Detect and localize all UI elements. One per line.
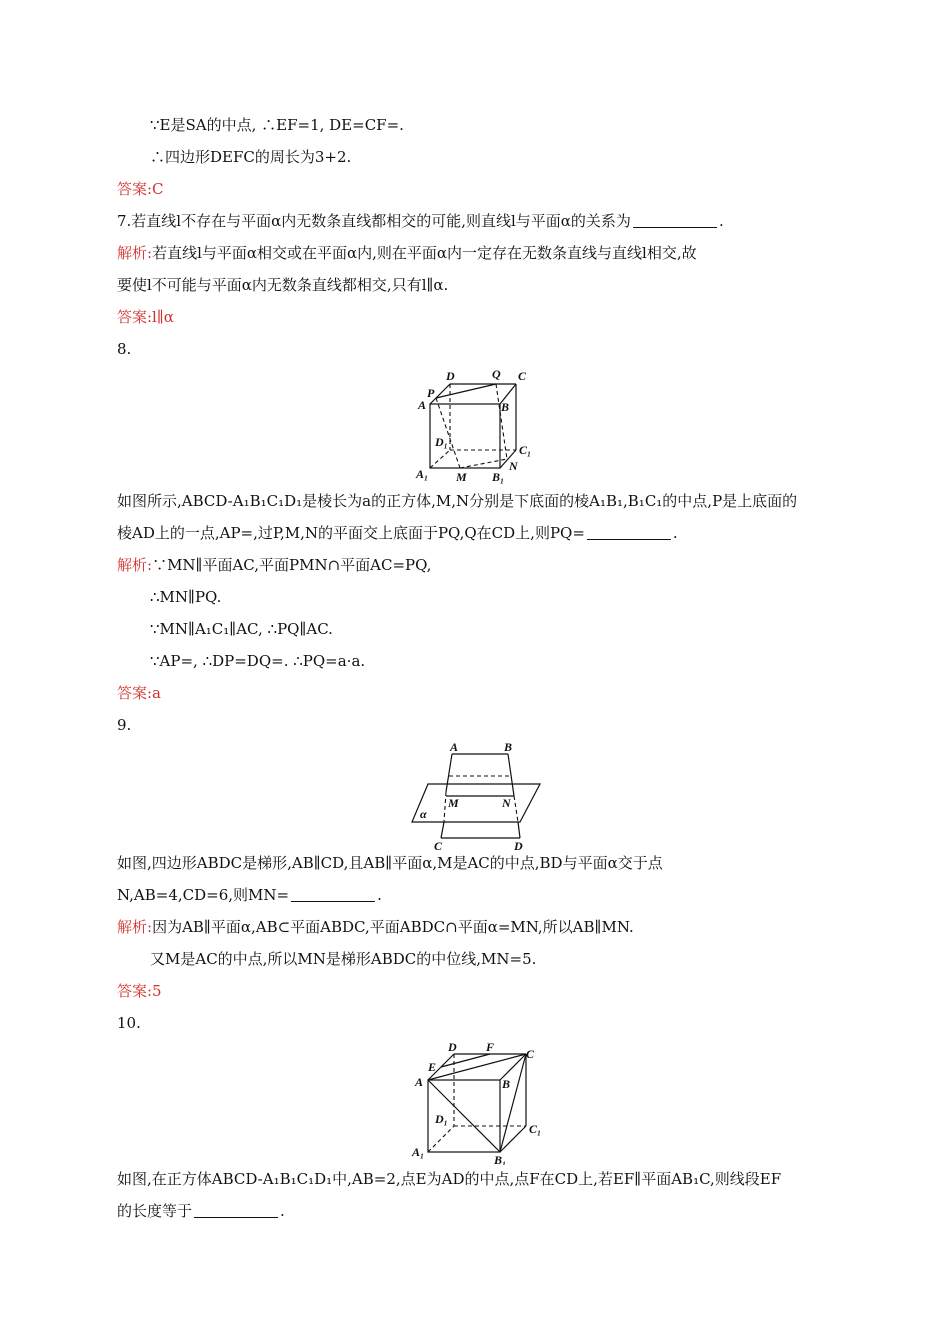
q8-cube-figure — [408, 366, 548, 484]
q9-label-alpha: α — [420, 807, 427, 821]
q8-analysis-3: ∵MN∥A₁C₁∥AC, ∴PQ∥AC. — [150, 620, 333, 638]
q8-label-B1: B₁ — [492, 470, 505, 484]
q9-label-M: M — [448, 796, 459, 810]
q7-analysis-text-1: 若直线l与平面α相交或在平面α内,则在平面α内一定存在无数条直线与直线l相交,故 — [152, 244, 697, 262]
q7-answer-blank — [633, 213, 717, 228]
q7-question-text: 7.若直线l不存在与平面α内无数条直线都相交的可能,则直线l与平面α的关系为 — [117, 212, 631, 230]
q8-label-N: N — [509, 459, 518, 473]
q10-question-1: 如图,在正方体ABCD-A₁B₁C₁D₁中,AB=2,点E为AD的中点,点F在CD上,若EF∥平面AB₁C,则线段EF — [117, 1170, 782, 1188]
q9-analysis-1 — [117, 916, 832, 938]
q7-analysis-1 — [117, 242, 832, 264]
q10-label-A1: A₁ — [412, 1145, 425, 1159]
q10-label-A: A — [415, 1075, 424, 1089]
q8-label-M: M — [456, 470, 467, 484]
q9-analysis-2: 又M是AC的中点,所以MN是梯形ABDC的中位线,MN=5. — [150, 950, 537, 968]
q10-label-C: C — [526, 1047, 535, 1061]
q9-analysis-text-1: 因为AB∥平面α,AB⊂平面ABDC,平面ABDC∩平面α=MN,所以AB∥MN. — [152, 918, 634, 936]
q10-number: 10. — [117, 1014, 141, 1032]
p6-line-1: ∵E是SA的中点, ∴EF=1, DE=CF=. — [150, 116, 404, 134]
q10-label-C1: C₁ — [529, 1122, 542, 1136]
q8-analysis-label: 解析: — [117, 556, 153, 574]
q8-number: 8. — [117, 340, 132, 358]
q9-answer: 答案:5 — [117, 982, 162, 1000]
q10-label-F: F — [486, 1040, 495, 1054]
q8-label-C1: C₁ — [519, 443, 532, 457]
q9-trapezoid-figure — [408, 740, 543, 855]
q7-answer: 答案:l∥α — [117, 308, 174, 326]
q9-label-D: D — [514, 839, 523, 853]
q9-question-2-text: N,AB=4,CD=6,则MN= — [117, 886, 290, 904]
q10-label-B: B — [502, 1077, 511, 1091]
q8-label-D: D — [446, 369, 455, 383]
q8-answer: 答案:a — [117, 684, 161, 702]
q7-analysis-2: 要使l不可能与平面α内无数条直线都相交,只有l∥α. — [117, 276, 449, 294]
q8-label-P: P — [427, 386, 435, 400]
q8-analysis-4: ∵AP=, ∴DP=DQ=. ∴PQ=a·a. — [150, 652, 366, 670]
q9-label-B: B — [504, 740, 513, 754]
q9-question-2 — [117, 884, 832, 906]
q8-question-1: 如图所示,ABCD-A₁B₁C₁D₁是棱长为a的正方体,M,N分别是下底面的棱A₁B₁,B₁C₁的中点,P是上底面的 — [117, 492, 798, 510]
q9-label-A: A — [450, 740, 459, 754]
q8-question-2 — [117, 522, 832, 544]
q10-label-E: E — [428, 1060, 437, 1074]
q7-question — [117, 210, 832, 232]
q9-label-N: N — [502, 796, 511, 810]
p6-answer: 答案:C — [117, 180, 164, 198]
q8-label-C: C — [518, 369, 527, 383]
q10-question-2 — [117, 1200, 832, 1222]
q8-question-2-text: 棱AD上的一点,AP=,过P,M,N的平面交上底面于PQ,Q在CD上,则PQ= — [117, 524, 585, 542]
q9-answer-blank — [291, 887, 375, 902]
q9-question-2-end: . — [377, 886, 382, 904]
p6-line-2: ∴四边形DEFC的周长为3+2. — [150, 148, 352, 166]
q10-label-B1: B₁ — [494, 1153, 507, 1165]
q9-label-C: C — [434, 839, 443, 853]
q8-label-D1: D₁ — [435, 435, 448, 449]
q8-analysis-2: ∴MN∥PQ. — [150, 588, 222, 606]
q10-cube-figure — [408, 1040, 548, 1165]
q10-label-D1: D₁ — [435, 1112, 448, 1126]
q7-analysis-label: 解析: — [117, 244, 153, 262]
q8-label-B: B — [501, 400, 510, 414]
q9-analysis-label: 解析: — [117, 918, 153, 936]
q9-number: 9. — [117, 716, 132, 734]
q8-analysis-text-1: ∵MN∥平面AC,平面PMN∩平面AC=PQ, — [152, 556, 432, 574]
q8-question-2-end: . — [672, 524, 678, 542]
q8-answer-blank — [587, 525, 671, 540]
q8-label-A: A — [418, 398, 427, 412]
q10-answer-blank — [194, 1203, 278, 1218]
q9-plane-alpha — [412, 784, 540, 822]
q8-label-Q: Q — [492, 367, 501, 381]
q7-question-end: . — [718, 212, 724, 230]
q10-label-D: D — [448, 1040, 457, 1054]
q8-analysis-1 — [117, 554, 832, 576]
q10-question-2-text: 的长度等于 — [117, 1202, 193, 1220]
q10-question-2-end: . — [280, 1202, 285, 1220]
q9-question-1: 如图,四边形ABDC是梯形,AB∥CD,且AB∥平面α,M是AC的中点,BD与平面α交于点 — [117, 854, 663, 872]
q8-label-A1: A₁ — [416, 467, 429, 481]
